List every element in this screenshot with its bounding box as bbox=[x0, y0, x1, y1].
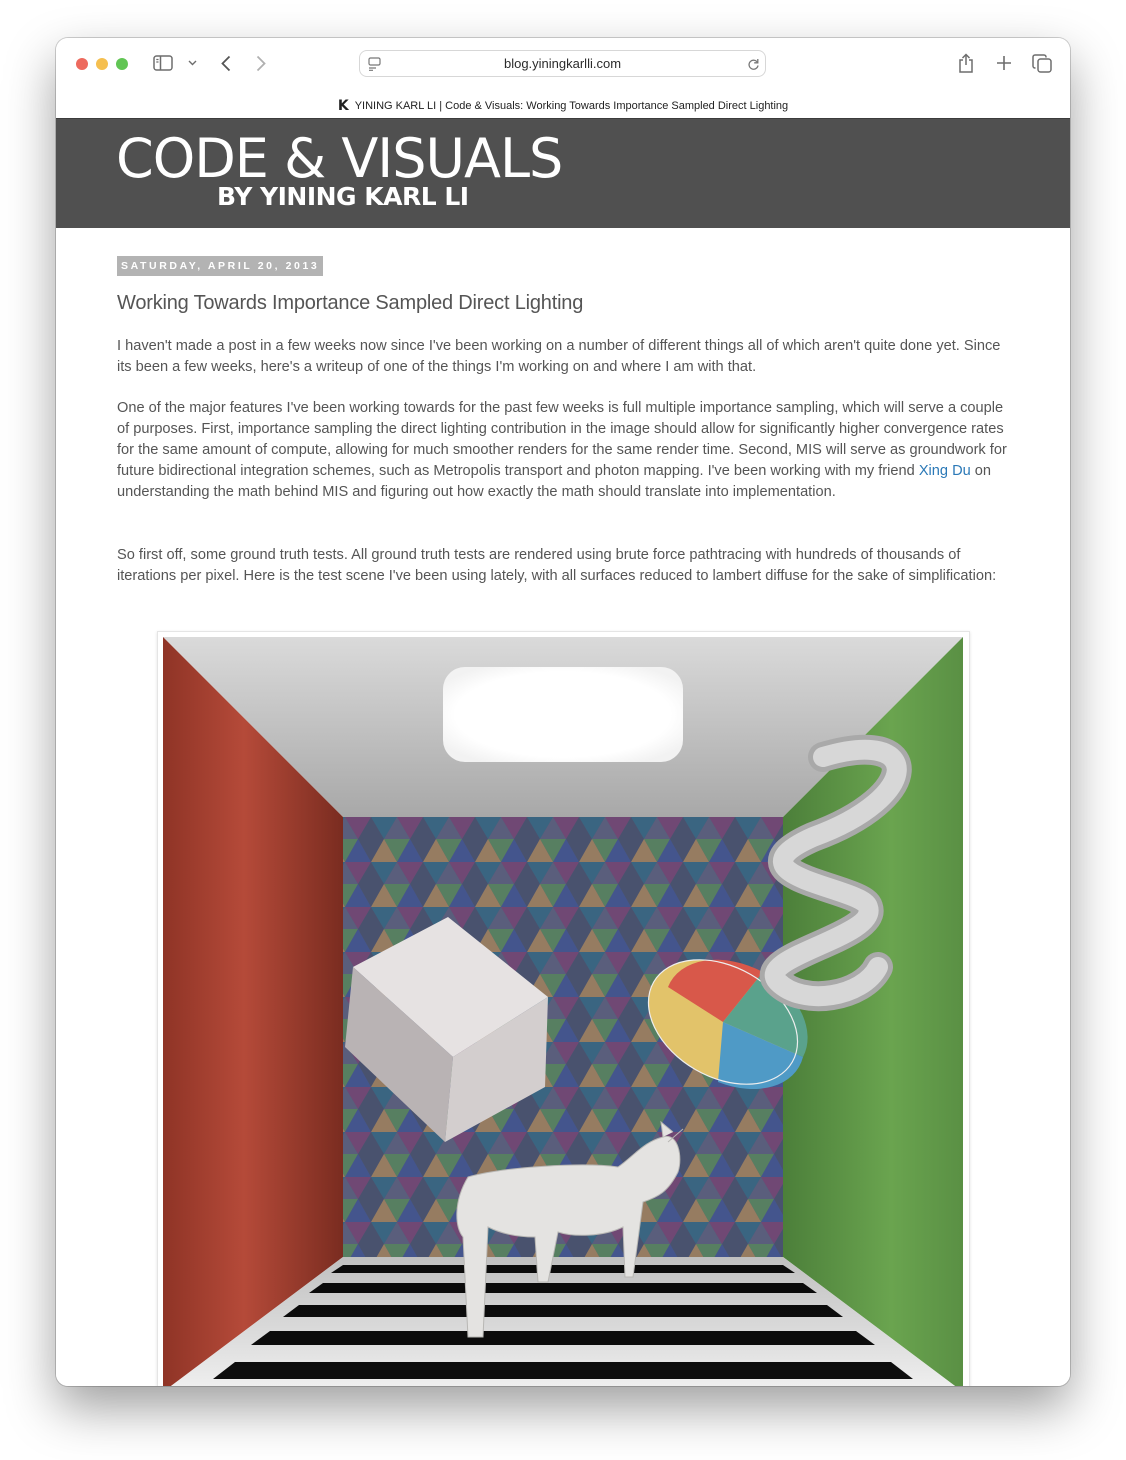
sidebar-icon[interactable] bbox=[152, 53, 174, 73]
browser-toolbar bbox=[56, 38, 1070, 90]
tabs-overview-icon[interactable] bbox=[1031, 53, 1053, 73]
xing-du-link[interactable]: Xing Du bbox=[918, 463, 971, 479]
paragraph-3: So first off, some ground truth tests. All ground truth tests are rendered using brute force pathtracing with hundreds of thousands of iterations per pixel. Here is the test scene I've been using lately, with all surfaces reduced to lambert diffuse for the sake of simplification: bbox=[117, 547, 997, 584]
post-date: SATURDAY, APRIL 20, 2013 bbox=[117, 256, 323, 276]
close-window-button[interactable] bbox=[76, 58, 88, 70]
paragraph-2-text-b: on understanding the math behind MIS and figuring out how exactly the math should translate into implementation. bbox=[117, 463, 992, 500]
browser-window bbox=[56, 38, 1070, 1386]
forward-icon[interactable] bbox=[253, 53, 269, 73]
blog-subtitle: BY YINING KARL LI bbox=[217, 182, 469, 211]
site-favicon: K bbox=[337, 98, 349, 114]
tab-title[interactable]: YINING KARL LI | Code & Visuals: Working Towards Importance Sampled Direct Lighting bbox=[354, 100, 789, 112]
minimize-window-button[interactable] bbox=[96, 58, 108, 70]
cornell-box-render-image[interactable] bbox=[163, 637, 963, 1386]
area-light bbox=[443, 667, 683, 762]
blog-title[interactable]: CODE & VISUALS bbox=[116, 127, 563, 190]
active-tab[interactable] bbox=[338, 98, 788, 114]
paragraph-1: I haven't made a post in a few weeks now since I've been working on a number of different things all of which aren't quite done yet. Since its been a few weeks, here's a writeup of one of the things I'm working on and where I am with that. bbox=[117, 338, 1001, 375]
url-text[interactable]: blog.yiningkarlli.com bbox=[503, 56, 622, 71]
blog-header bbox=[56, 118, 1070, 229]
render-image-frame bbox=[157, 631, 970, 1386]
chevron-down-icon[interactable] bbox=[186, 57, 198, 69]
post-title[interactable]: Working Towards Importance Sampled Direct Lighting bbox=[117, 292, 584, 314]
reload-icon[interactable] bbox=[746, 56, 760, 72]
address-bar[interactable] bbox=[359, 50, 766, 77]
tab-bar[interactable] bbox=[56, 90, 1070, 118]
paragraph-2-text-a: One of the major features I've been working towards for the past few weeks is full multiple importance sampling, which will serve a couple of purposes. First, importance sampling the direct lighting contribution in the image should allow for significantly higher convergence rates for the same amount of compute, allowing for much smoother renders for the same render time. Second, MIS will serve as groundwork for future bidirectional integration schemes, such as Metropolis transport and photon mapping. I've been working with my friend bbox=[117, 400, 1007, 479]
share-icon[interactable] bbox=[956, 52, 976, 74]
back-icon[interactable] bbox=[218, 53, 234, 73]
paragraph-2 bbox=[117, 398, 1012, 503]
post-content bbox=[56, 228, 1070, 1386]
new-tab-icon[interactable] bbox=[994, 53, 1014, 73]
maximize-window-button[interactable] bbox=[116, 58, 128, 70]
